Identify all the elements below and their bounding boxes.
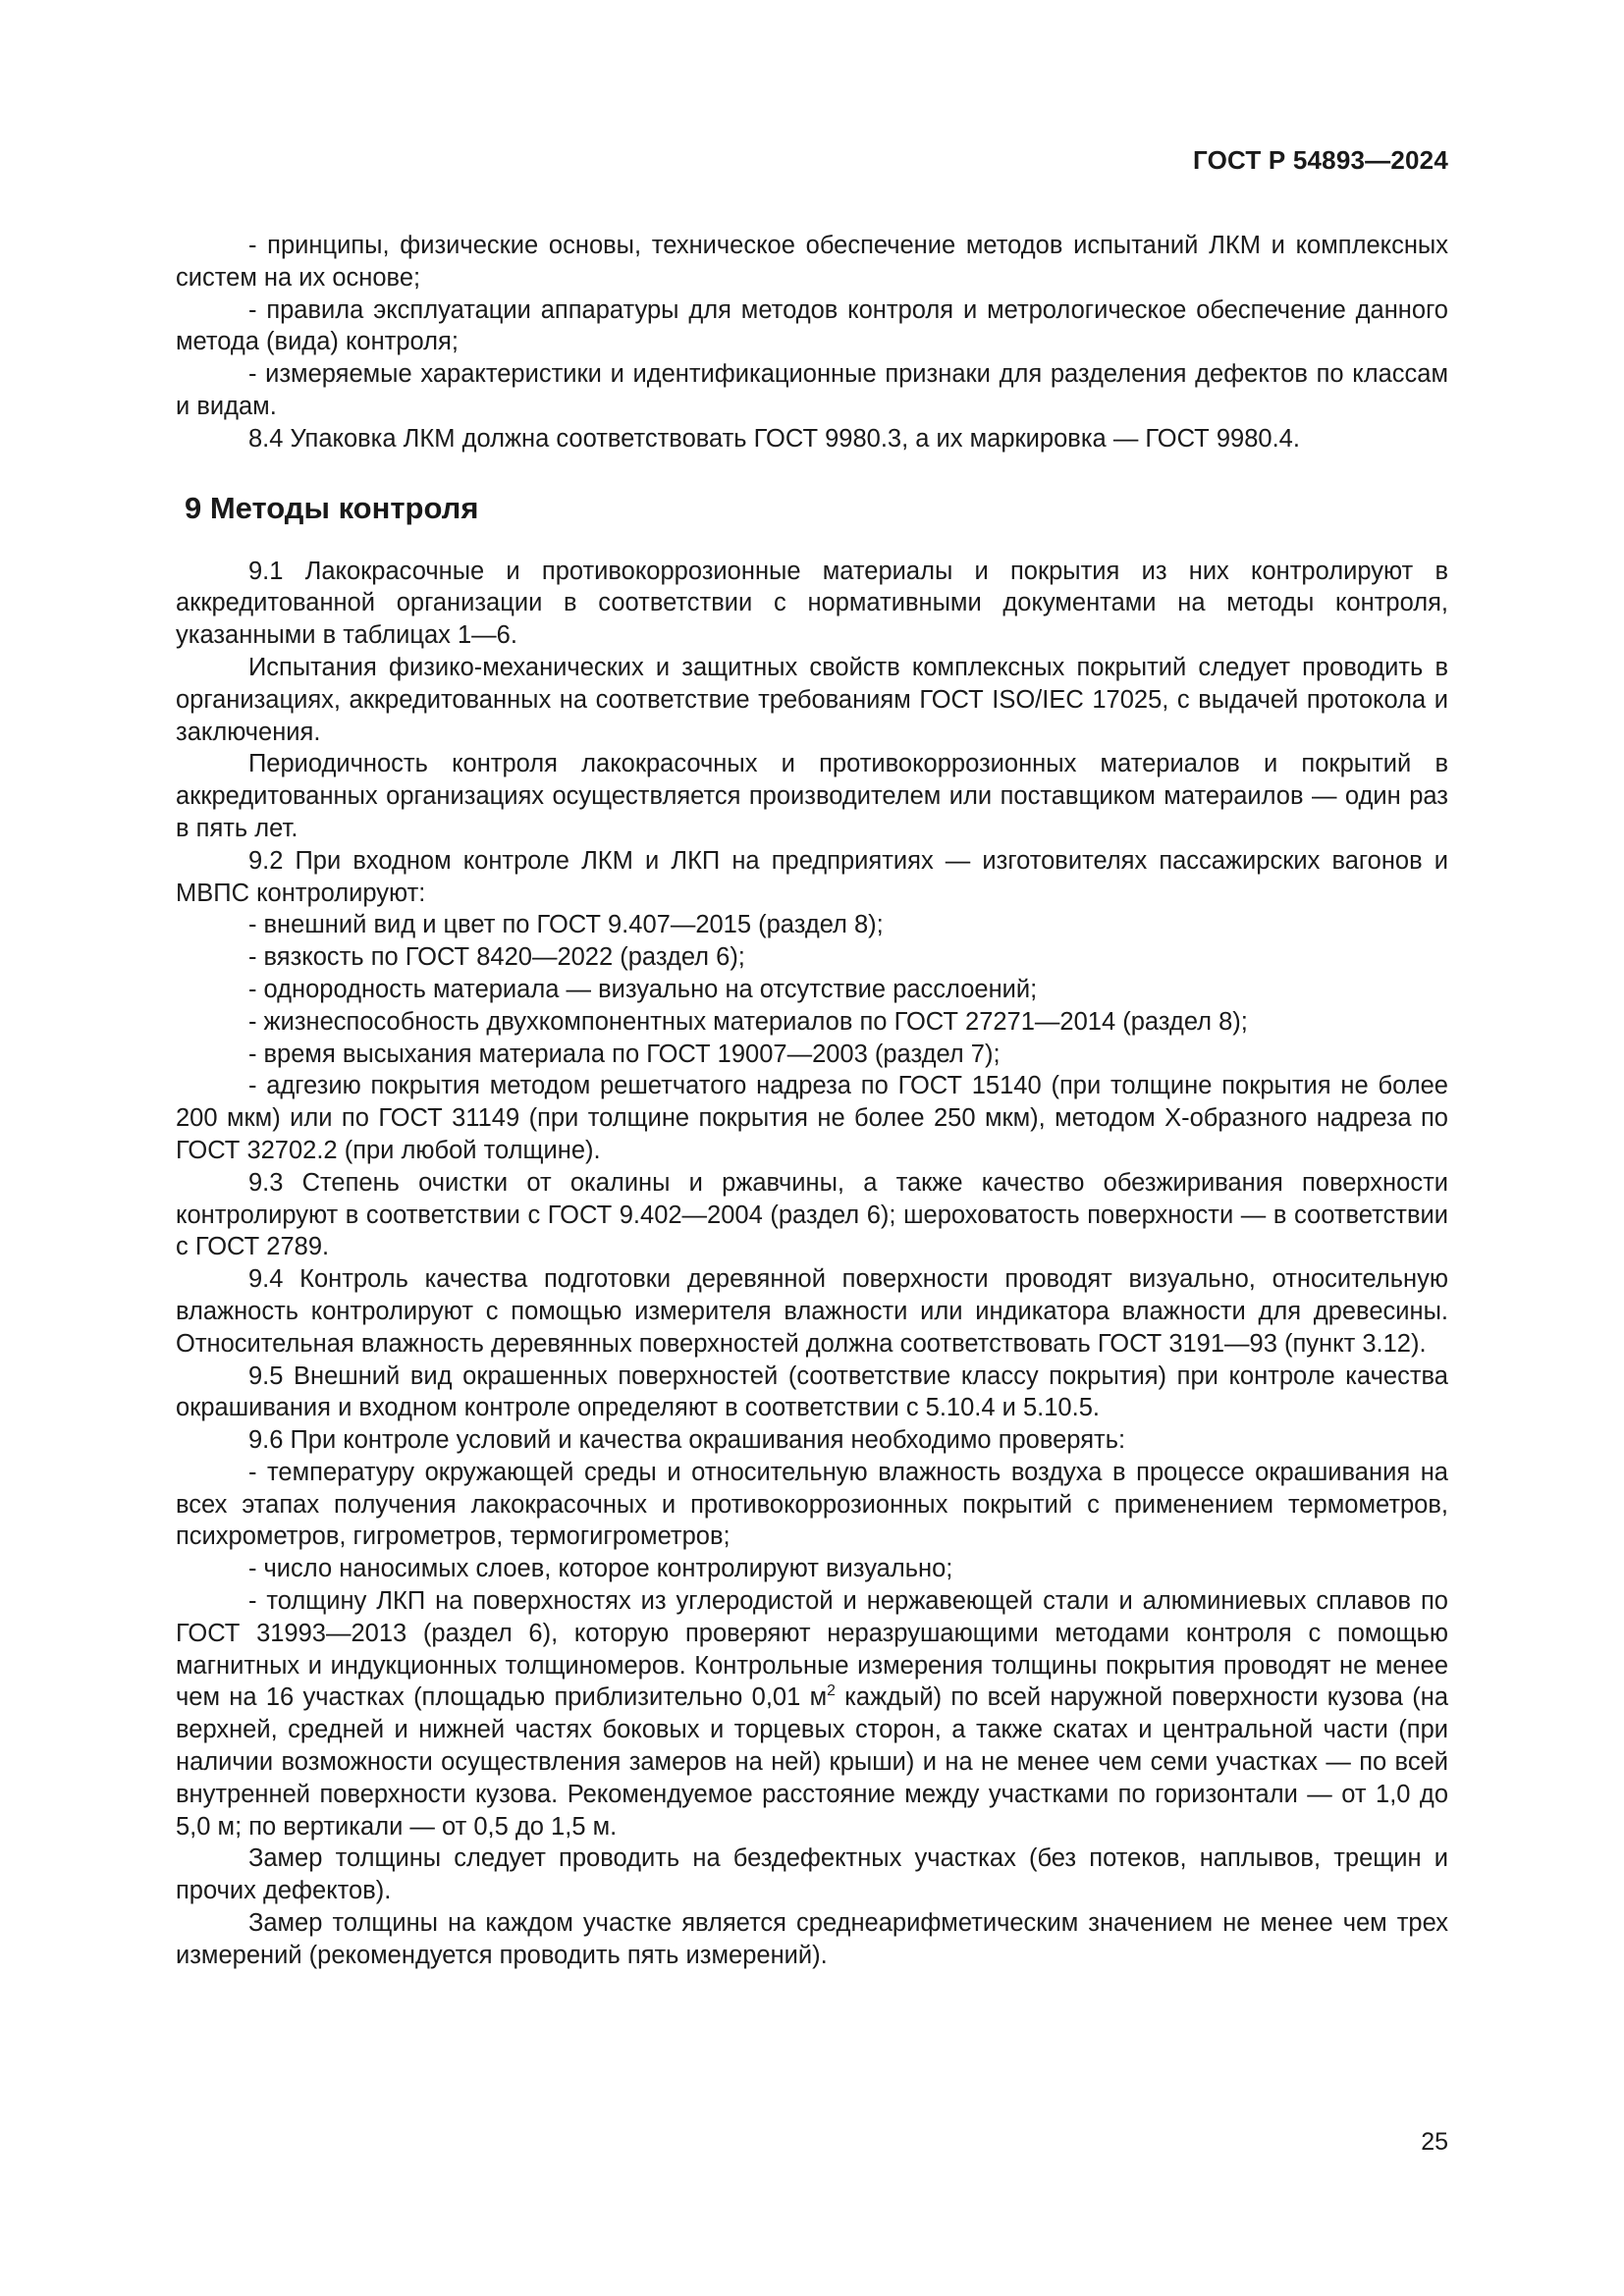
thickness-text-part-2: каждый) по всей наружной поверхности кузова (на верхней, средней и нижней частях боковых и торцевых сторон, а также скатах и центральной части (при наличии возможности осуществления замеров на ней) крыши) и на не менее чем семи участках — по всей внутренней поверхности кузова. Рекомендуемое расстояние между участками по горизонтали — от 1,0 до 5,0 м; по вертикали — от 0,5 до 1,5 м. xyxy=(176,1683,1448,1841)
superscript-two: 2 xyxy=(827,1682,836,1700)
list-item-9-2: - адгезию покрытия методом решетчатого надреза по ГОСТ 15140 (при толщине покрытия не более 200 мкм) или по ГОСТ 31149 (при толщине покрытия не более 250 мкм), методом Х-образного надреза по ГОСТ 32702.2 (при любой толщине). xyxy=(176,1072,1448,1164)
document-body xyxy=(176,230,1448,1972)
list-item-9-6-thickness xyxy=(176,1585,1448,1842)
list-item-9-2: - вязкость по ГОСТ 8420—2022 (раздел 6); xyxy=(247,943,745,972)
list-item-9-2: - жизнеспособность двухкомпонентных материалов по ГОСТ 27271—2014 (раздел 8); xyxy=(247,1007,1248,1036)
paragraph-9-1-testing: Испытания физико-механических и защитных свойств комплексных покрытий следует проводить в организациях, аккредитованных на соответствие требованиям ГОСТ ISO/IEC 17025, с выдачей протокола и заключения. xyxy=(176,653,1448,746)
list-item-9-6: - температуру окружающей среды и относительную влажность воздуха в процессе окрашивания на всех этапах получения лакокрасочных и противокоррозионных покрытий с применением термометров, психрометров, гигрометров, термогигрометров; xyxy=(176,1458,1448,1551)
paragraph-thickness-average: Замер толщины на каждом участке является среднеарифметическим значением не менее чем трех измерений (рекомендуется проводить пять измерений). xyxy=(176,1909,1448,1969)
document-code-header: ГОСТ Р 54893—2024 xyxy=(1193,145,1448,175)
paragraph-9-6: 9.6 При контроле условий и качества окрашивания необходимо проверять: xyxy=(247,1426,1126,1455)
paragraph-9-1-periodicity: Периодичность контроля лакокрасочных и противокоррозионных материалов и покрытий в аккредитованных организациях осуществляется производителем или поставщиком матераилов — один раз в пять лет. xyxy=(176,750,1448,842)
paragraph-9-5: 9.5 Внешний вид окрашенных поверхностей (соответствие классу покрытия) при контроле качества окрашивания и входном контроле определяют в соответствии с 5.10.4 и 5.10.5. xyxy=(176,1362,1448,1422)
intro-list-item: - правила эксплуатации аппаратуры для методов контроля и метрологическое обеспечение данного метода (вида) контроля; xyxy=(176,295,1448,356)
thickness-text-part-1: - толщину ЛКП на поверхностях из углеродистой и нержавеющей стали и алюминиевых сплавов по ГОСТ 31993—2013 (раздел 6), которую проверяют неразрушающими методами контроля с помощью магнитных и индукционных толщиномеров. Контрольные измерения толщины покрытия проводят не менее чем на 16 участках (площадью приблизительно 0,01 м xyxy=(176,1587,1448,1712)
paragraph-thickness-defects: Замер толщины следует проводить на бездефектных участках (без потеков, наплывов, трещин и прочих дефектов). xyxy=(176,1844,1448,1905)
paragraph-9-1: 9.1 Лакокрасочные и противокоррозионные материалы и покрытия из них контролируют в аккредитованной организации в соответствии с нормативными документами на методы контроля, указанными в таблицах 1—6. xyxy=(176,557,1448,650)
list-item-9-6: - число наносимых слоев, которое контролируют визуально; xyxy=(247,1555,953,1583)
intro-list-item: - принципы, физические основы, техническое обеспечение методов испытаний ЛКМ и комплексных систем на их основе; xyxy=(176,232,1448,292)
list-item-9-2: - время высыхания материала по ГОСТ 19007—2003 (раздел 7); xyxy=(247,1040,1001,1068)
section-heading: 9 Методы контроля xyxy=(185,490,479,525)
paragraph-9-4: 9.4 Контроль качества подготовки деревянной поверхности проводят визуально, относительную влажность контролируют с помощью измерителя влажности или индикатора влажности для древесины. Относительная влажность деревянных поверхностей должна соответствовать ГОСТ 3191—93 (пункт 3.12). xyxy=(176,1265,1448,1358)
paragraph-8-4: 8.4 Упаковка ЛКМ должна соответствовать ГОСТ 9980.3, а их маркировка — ГОСТ 9980.4. xyxy=(247,424,1300,453)
list-item-9-2: - внешний вид и цвет по ГОСТ 9.407—2015 (раздел 8); xyxy=(247,911,884,939)
list-item-9-2: - однородность материала — визуально на отсутствие расслоений; xyxy=(247,975,1038,1003)
paragraph-9-2: 9.2 При входном контроле ЛКМ и ЛКП на предприятиях — изготовителях пассажирских вагонов и МВПС контролируют: xyxy=(176,846,1448,907)
intro-list-item: - измеряемые характеристики и идентификационные признаки для разделения дефектов по классам и видам. xyxy=(176,360,1448,420)
paragraph-9-3: 9.3 Степень очистки от окалины и ржавчины, а также качество обезжиривания поверхности контролируют в соответствии с ГОСТ 9.402—2004 (раздел 6); шероховатость поверхности — в соответствии с ГОСТ 2789. xyxy=(176,1168,1448,1261)
page-number: 25 xyxy=(1421,2128,1448,2156)
